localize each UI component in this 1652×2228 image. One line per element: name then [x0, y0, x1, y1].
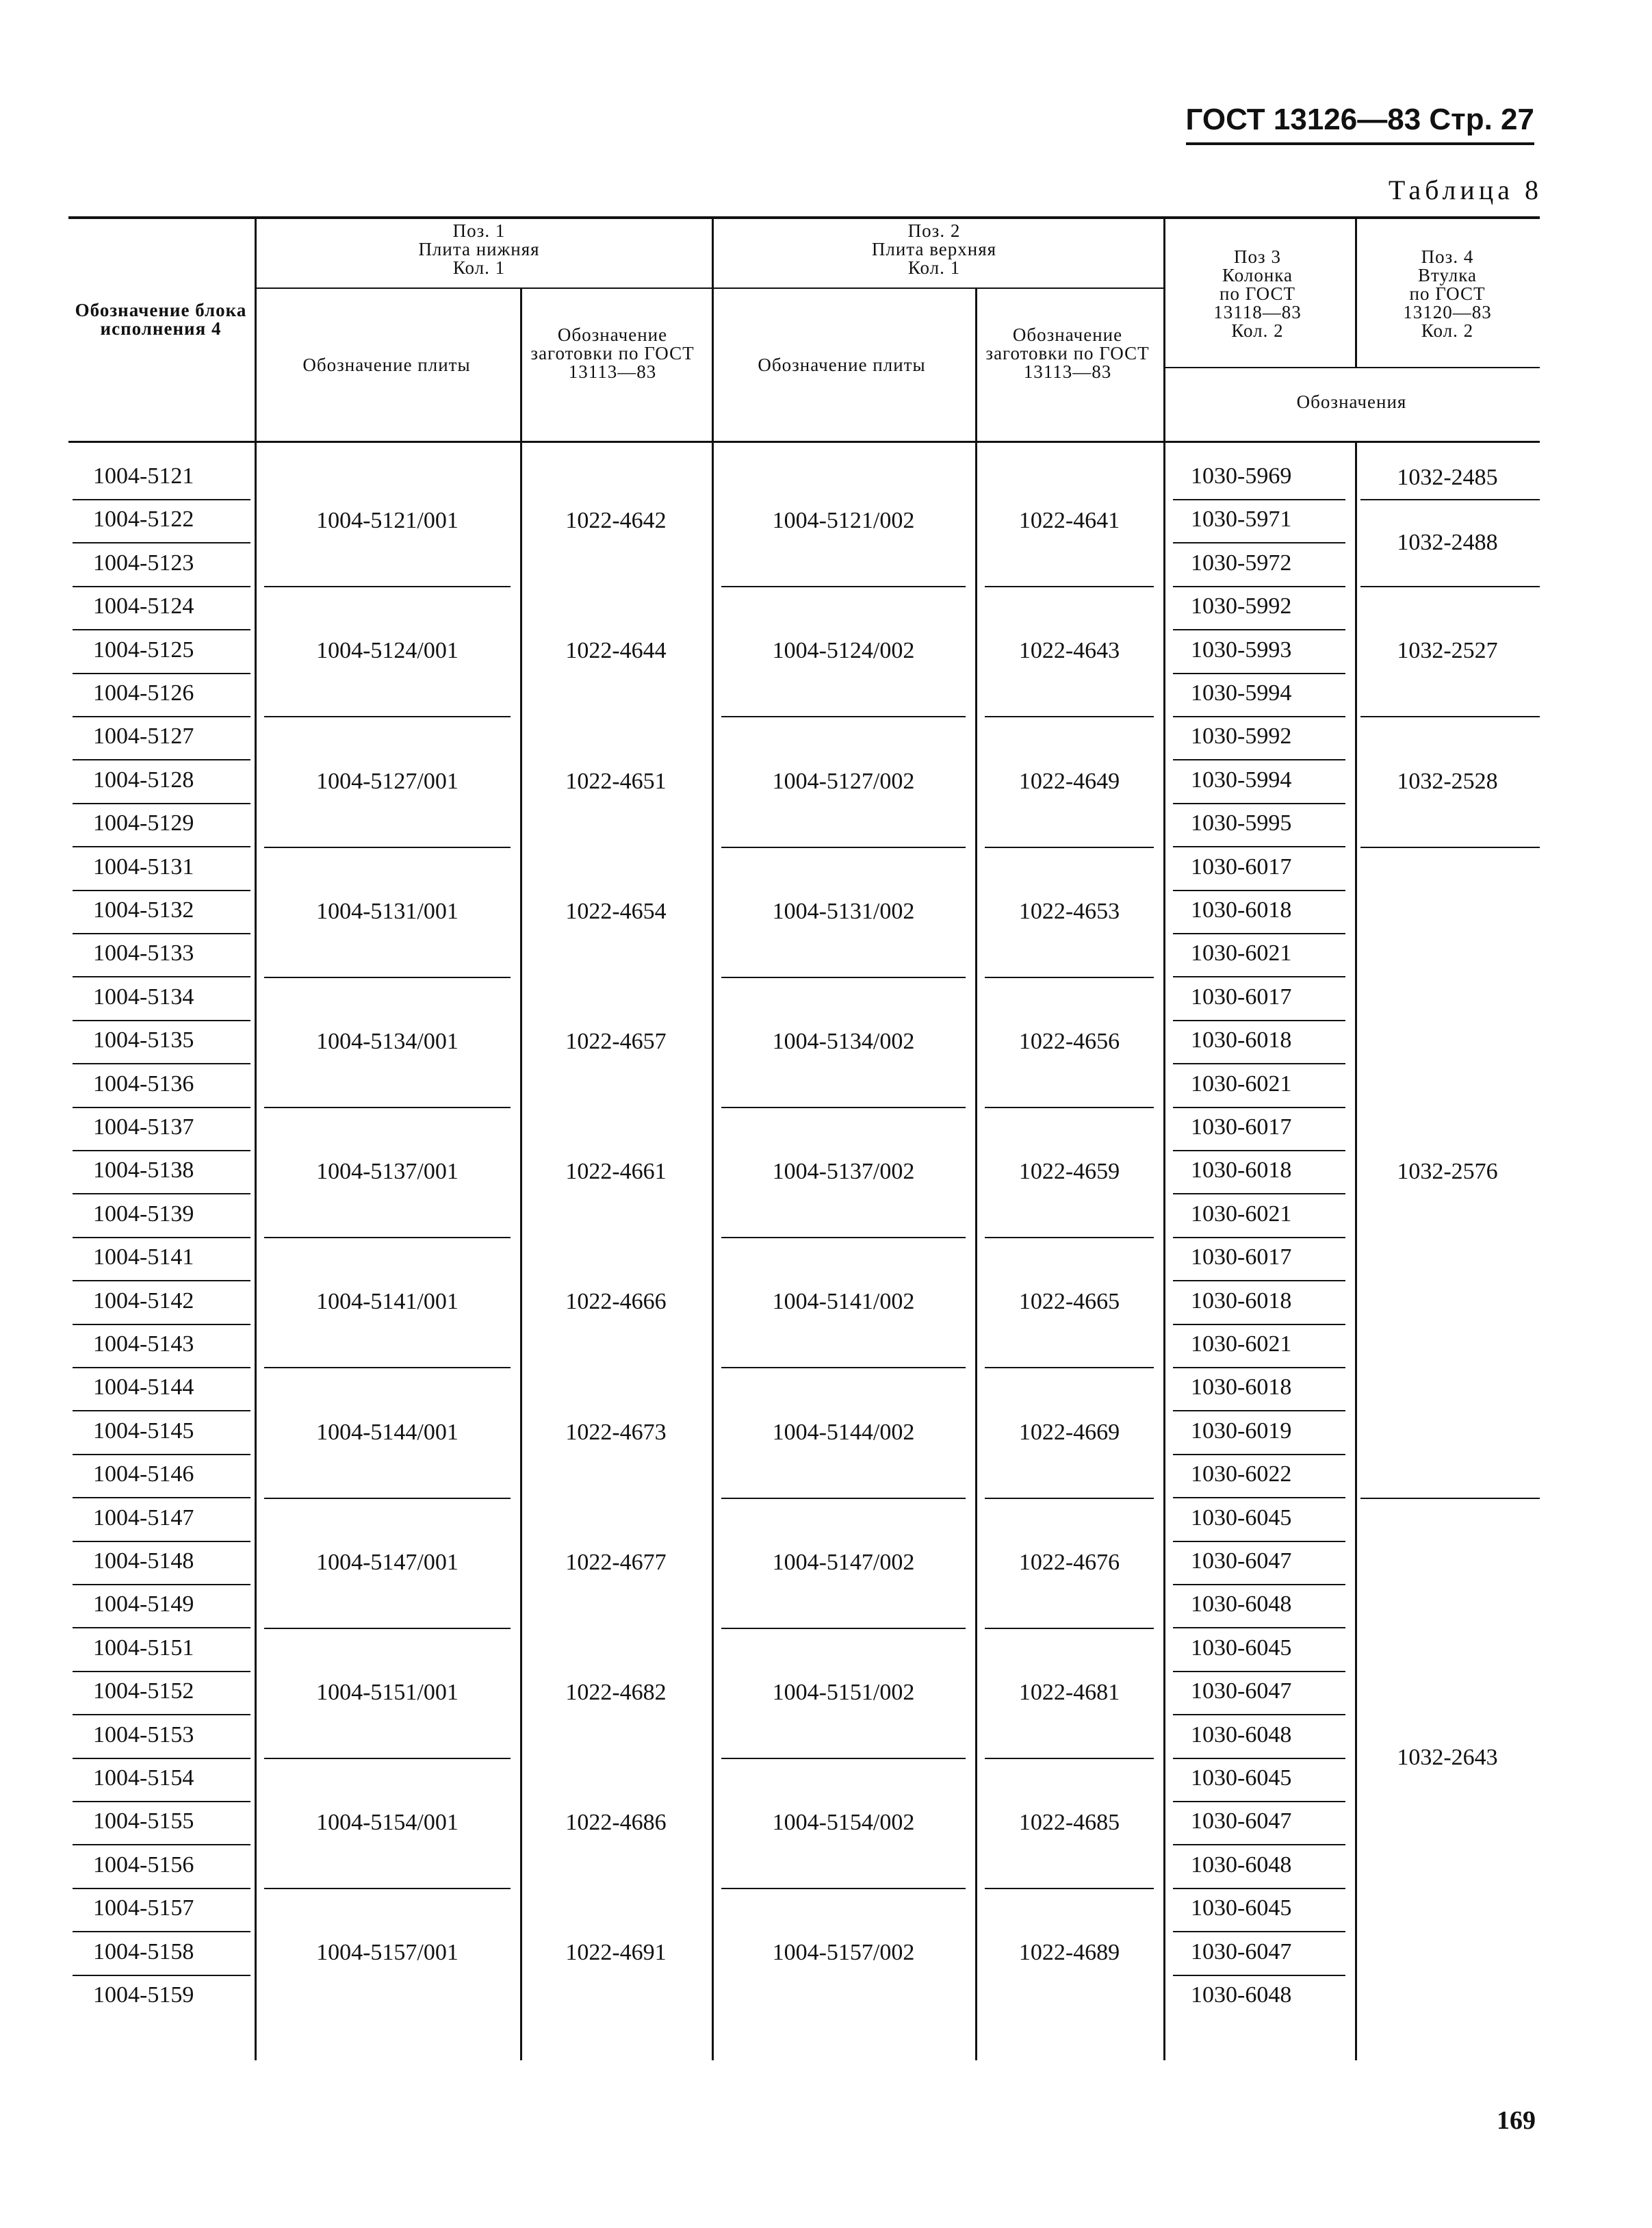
- group-rule: [721, 977, 966, 978]
- group-rule: [985, 1107, 1154, 1108]
- pos4-rule: [1360, 847, 1540, 848]
- row-rule: [73, 542, 250, 543]
- pos3-designation: 1030-6017: [1191, 1244, 1292, 1270]
- column-rule: [255, 216, 257, 2060]
- row-rule: [73, 1931, 250, 1932]
- block-designation: 1004-5157: [93, 1895, 194, 1921]
- block-designation: 1004-5149: [93, 1591, 194, 1617]
- group-rule: [985, 716, 1154, 717]
- block-designation: 1004-5126: [93, 680, 194, 706]
- row-rule: [73, 1280, 250, 1281]
- pos1-blank-designation: 1022-4686: [565, 1810, 667, 1835]
- group-rule: [985, 1237, 1154, 1238]
- row-rule: [73, 1975, 250, 1976]
- row-rule: [1173, 803, 1345, 804]
- pos1-blank-designation: 1022-4682: [565, 1680, 667, 1705]
- block-designation: 1004-5156: [93, 1852, 194, 1878]
- pos1-plate-designation: 1004-5151/001: [316, 1680, 459, 1705]
- pos3-designation: 1030-5994: [1191, 767, 1292, 793]
- pos4-rule: [1360, 499, 1540, 500]
- pos1-plate-designation: 1004-5131/001: [316, 899, 459, 924]
- group-rule: [264, 1237, 511, 1238]
- pos4-rule: [1360, 1498, 1540, 1499]
- block-designation: 1004-5123: [93, 550, 194, 576]
- pos4-designation: 1032-2485: [1397, 465, 1498, 490]
- group-rule: [264, 1628, 511, 1629]
- block-designation: 1004-5133: [93, 940, 194, 966]
- pos2-plate-designation: 1004-5157/002: [772, 1940, 915, 1965]
- block-designation: 1004-5137: [93, 1114, 194, 1140]
- group-rule: [721, 1628, 966, 1629]
- group-rule: [264, 1367, 511, 1368]
- header-designations: Обозначения: [1296, 392, 1407, 412]
- block-designation: 1004-5148: [93, 1548, 194, 1574]
- pos1-blank-designation: 1022-4654: [565, 899, 667, 924]
- table-label: Таблица 8: [1388, 175, 1543, 205]
- row-rule: [1173, 1237, 1345, 1238]
- block-designation: 1004-5152: [93, 1678, 194, 1704]
- pos3-designation: 1030-6017: [1191, 854, 1292, 880]
- row-rule: [1173, 586, 1345, 587]
- pos1-plate-designation: 1004-5134/001: [316, 1029, 459, 1054]
- block-designation: 1004-5143: [93, 1331, 194, 1357]
- header-pos2: Поз. 2 Плита верхняя Кол. 1: [871, 220, 997, 278]
- row-rule: [73, 1714, 250, 1715]
- pos3-designation: 1030-6048: [1191, 1591, 1292, 1617]
- pos3-designation: 1030-6019: [1191, 1418, 1292, 1444]
- row-rule: [73, 629, 250, 630]
- pos1-plate-designation: 1004-5137/001: [316, 1159, 459, 1184]
- pos3-designation: 1030-6017: [1191, 984, 1292, 1010]
- row-rule: [73, 976, 250, 977]
- pos3-designation: 1030-5993: [1191, 637, 1292, 663]
- column-rule: [712, 216, 714, 2060]
- row-rule: [73, 1193, 250, 1194]
- pos1-plate-designation: 1004-5154/001: [316, 1810, 459, 1835]
- pos4-rule: [1360, 716, 1540, 717]
- pos3-designation: 1030-6047: [1191, 1939, 1292, 1964]
- row-rule: [73, 716, 250, 717]
- pos1-blank-designation: 1022-4644: [565, 638, 667, 663]
- pos1-plate-designation: 1004-5127/001: [316, 769, 459, 794]
- pos3-designation: 1030-6021: [1191, 940, 1292, 966]
- pos3-designation: 1030-6045: [1191, 1635, 1292, 1661]
- row-rule: [73, 933, 250, 934]
- block-designation: 1004-5121: [93, 463, 194, 489]
- row-rule: [73, 1324, 250, 1325]
- pos3-designation: 1030-6021: [1191, 1201, 1292, 1227]
- block-designation: 1004-5136: [93, 1071, 194, 1097]
- group-rule: [721, 1237, 966, 1238]
- column-rule: [1355, 216, 1357, 367]
- block-designation: 1004-5139: [93, 1201, 194, 1227]
- pos2-blank-designation: 1022-4649: [1018, 769, 1120, 794]
- pos1-plate-designation: 1004-5141/001: [316, 1289, 459, 1314]
- pos3-designation: 1030-6047: [1191, 1678, 1292, 1704]
- row-rule: [1173, 1714, 1345, 1715]
- row-rule: [73, 1801, 250, 1802]
- row-rule: [73, 499, 250, 500]
- header-block-designation: Обозначение блока исполнения 4: [75, 300, 247, 339]
- pos1-blank-designation: 1022-4661: [565, 1159, 667, 1184]
- row-rule: [1173, 499, 1345, 500]
- row-rule: [1173, 1931, 1345, 1932]
- row-rule: [1173, 542, 1345, 543]
- pos1-plate-designation: 1004-5124/001: [316, 638, 459, 663]
- pos4-designation: 1032-2488: [1397, 530, 1498, 555]
- block-designation: 1004-5142: [93, 1288, 194, 1314]
- pos3-designation: 1030-6021: [1191, 1071, 1292, 1097]
- group-rule: [721, 1888, 966, 1889]
- row-rule: [73, 1844, 250, 1845]
- pos2-plate-designation: 1004-5137/002: [772, 1159, 915, 1184]
- pos2-blank-designation: 1022-4656: [1018, 1029, 1120, 1054]
- header-bottom-rule: [68, 441, 1540, 443]
- pos3-designation: 1030-5992: [1191, 724, 1292, 749]
- block-designation: 1004-5158: [93, 1939, 194, 1964]
- row-rule: [1173, 759, 1345, 760]
- row-rule: [73, 1150, 250, 1151]
- row-rule: [73, 1497, 250, 1498]
- row-rule: [1173, 1410, 1345, 1411]
- pos2-blank-designation: 1022-4659: [1018, 1159, 1120, 1184]
- row-rule: [1173, 1107, 1345, 1108]
- row-rule: [73, 586, 250, 587]
- block-designation: 1004-5155: [93, 1808, 194, 1834]
- page-header: ГОСТ 13126—83 Стр. 27: [1186, 103, 1534, 145]
- pos3-designation: 1030-6047: [1191, 1548, 1292, 1574]
- pos3-designation: 1030-6021: [1191, 1331, 1292, 1357]
- row-rule: [1173, 1367, 1345, 1368]
- pos2-blank-designation: 1022-4669: [1018, 1420, 1120, 1445]
- block-designation: 1004-5132: [93, 897, 194, 923]
- block-designation: 1004-5146: [93, 1461, 194, 1487]
- row-rule: [73, 890, 250, 891]
- pos1-plate-designation: 1004-5121/001: [316, 508, 459, 533]
- pos2-plate-designation: 1004-5151/002: [772, 1680, 915, 1705]
- group-rule: [721, 586, 966, 587]
- block-designation: 1004-5145: [93, 1418, 194, 1444]
- group-rule: [985, 586, 1154, 587]
- row-rule: [1173, 716, 1345, 717]
- pos1-plate-designation: 1004-5157/001: [316, 1940, 459, 1965]
- header-mid-rule: [255, 287, 1163, 289]
- block-designation: 1004-5127: [93, 724, 194, 749]
- row-rule: [1173, 1497, 1345, 1498]
- row-rule: [73, 1888, 250, 1889]
- group-rule: [264, 1758, 511, 1759]
- pos3-designation: 1030-6022: [1191, 1461, 1292, 1487]
- pos3-designation: 1030-6018: [1191, 1374, 1292, 1400]
- pos1-plate-designation: 1004-5147/001: [316, 1550, 459, 1575]
- group-rule: [264, 1498, 511, 1499]
- pos4-designation: 1032-2643: [1397, 1745, 1498, 1770]
- pos1-plate-designation: 1004-5144/001: [316, 1420, 459, 1445]
- group-rule: [721, 847, 966, 848]
- row-rule: [73, 1063, 250, 1064]
- pos3-designation: 1030-6018: [1191, 1157, 1292, 1183]
- header-pos2-plate: Обозначение плиты: [758, 355, 926, 375]
- group-rule: [721, 1367, 966, 1368]
- row-rule: [1173, 1193, 1345, 1194]
- pos1-blank-designation: 1022-4651: [565, 769, 667, 794]
- pos4-designation: 1032-2576: [1397, 1159, 1498, 1184]
- row-rule: [1173, 1063, 1345, 1064]
- pos2-blank-designation: 1022-4685: [1018, 1810, 1120, 1835]
- pos3-designation: 1030-6045: [1191, 1765, 1292, 1791]
- row-rule: [73, 1541, 250, 1542]
- pos2-blank-designation: 1022-4665: [1018, 1289, 1120, 1314]
- row-rule: [1173, 846, 1345, 847]
- pos3-designation: 1030-5992: [1191, 593, 1292, 619]
- pos3-designation: 1030-6047: [1191, 1808, 1292, 1834]
- pos1-blank-designation: 1022-4666: [565, 1289, 667, 1314]
- group-rule: [721, 716, 966, 717]
- row-rule: [73, 1671, 250, 1672]
- pos3-designation: 1030-6018: [1191, 897, 1292, 923]
- pos3-designation: 1030-5969: [1191, 463, 1292, 489]
- block-designation: 1004-5154: [93, 1765, 194, 1791]
- pos3-designation: 1030-6018: [1191, 1288, 1292, 1314]
- pos1-blank-designation: 1022-4677: [565, 1550, 667, 1575]
- pos3-designation: 1030-6045: [1191, 1505, 1292, 1531]
- pos2-blank-designation: 1022-4681: [1018, 1680, 1120, 1705]
- pos2-plate-designation: 1004-5121/002: [772, 508, 915, 533]
- row-rule: [73, 1237, 250, 1238]
- header-pos1: Поз. 1 Плита нижняя Кол. 1: [418, 220, 540, 278]
- pos1-blank-designation: 1022-4673: [565, 1420, 667, 1445]
- row-rule: [73, 1410, 250, 1411]
- pos3-designation: 1030-5971: [1191, 507, 1292, 532]
- row-rule: [1173, 976, 1345, 977]
- block-designation: 1004-5159: [93, 1982, 194, 2008]
- pos2-plate-designation: 1004-5127/002: [772, 769, 915, 794]
- pos2-plate-designation: 1004-5141/002: [772, 1289, 915, 1314]
- group-rule: [721, 1498, 966, 1499]
- block-designation: 1004-5135: [93, 1027, 194, 1053]
- group-rule: [985, 1628, 1154, 1629]
- header-pos4: Поз. 4 Втулка по ГОСТ 13120—83 Кол. 2: [1403, 246, 1492, 341]
- block-designation: 1004-5131: [93, 854, 194, 880]
- pos2-blank-designation: 1022-4676: [1018, 1550, 1120, 1575]
- pos2-plate-designation: 1004-5134/002: [772, 1029, 915, 1054]
- pos2-blank-designation: 1022-4689: [1018, 1940, 1120, 1965]
- row-rule: [73, 1584, 250, 1585]
- block-designation: 1004-5122: [93, 507, 194, 532]
- row-rule: [1173, 1541, 1345, 1542]
- row-rule: [73, 1454, 250, 1455]
- pos2-blank-designation: 1022-4643: [1018, 638, 1120, 663]
- row-rule: [1173, 1020, 1345, 1021]
- pos1-blank-designation: 1022-4691: [565, 1940, 667, 1965]
- pos1-blank-designation: 1022-4642: [565, 508, 667, 533]
- row-rule: [1173, 1844, 1345, 1845]
- group-rule: [264, 1888, 511, 1889]
- pos3-designation: 1030-5972: [1191, 550, 1292, 576]
- column-rule: [1355, 441, 1357, 2060]
- row-rule: [73, 803, 250, 804]
- pos3-designation: 1030-6018: [1191, 1027, 1292, 1053]
- page-number: 169: [1497, 2106, 1536, 2135]
- pos4-designation: 1032-2527: [1397, 638, 1498, 663]
- pos2-plate-designation: 1004-5154/002: [772, 1810, 915, 1835]
- block-designation: 1004-5153: [93, 1722, 194, 1747]
- row-rule: [1173, 1150, 1345, 1151]
- pos3-designation: 1030-6048: [1191, 1852, 1292, 1878]
- header-pos2-blank: Обозначение заготовки по ГОСТ 13113—83: [985, 324, 1150, 382]
- row-rule: [73, 1367, 250, 1368]
- block-designation: 1004-5125: [93, 637, 194, 663]
- pos3-designation: 1030-6017: [1191, 1114, 1292, 1140]
- row-rule: [1173, 1324, 1345, 1325]
- pos3-designation: 1030-6048: [1191, 1722, 1292, 1747]
- row-rule: [1173, 1584, 1345, 1585]
- pos2-plate-designation: 1004-5144/002: [772, 1420, 915, 1445]
- row-rule: [1173, 1801, 1345, 1802]
- row-rule: [1173, 890, 1345, 891]
- block-designation: 1004-5129: [93, 810, 194, 836]
- row-rule: [73, 1758, 250, 1759]
- row-rule: [73, 1107, 250, 1108]
- pos2-plate-designation: 1004-5131/002: [772, 899, 915, 924]
- row-rule: [73, 673, 250, 674]
- block-designation: 1004-5147: [93, 1505, 194, 1531]
- row-rule: [1173, 1627, 1345, 1628]
- block-designation: 1004-5144: [93, 1374, 194, 1400]
- column-rule: [1163, 216, 1165, 2060]
- group-rule: [985, 1498, 1154, 1499]
- header-top-rule: [68, 216, 1540, 219]
- row-rule: [1173, 629, 1345, 630]
- header-pos1-blank: Обозначение заготовки по ГОСТ 13113—83: [530, 324, 695, 382]
- pos2-plate-designation: 1004-5124/002: [772, 638, 915, 663]
- pos3-designation: 1030-6045: [1191, 1895, 1292, 1921]
- pos2-blank-designation: 1022-4641: [1018, 508, 1120, 533]
- row-rule: [1173, 1671, 1345, 1672]
- pos4-designation: 1032-2528: [1397, 769, 1498, 794]
- group-rule: [985, 847, 1154, 848]
- header-pos1-plate: Обозначение плиты: [302, 355, 471, 375]
- block-designation: 1004-5151: [93, 1635, 194, 1661]
- pos2-blank-designation: 1022-4653: [1018, 899, 1120, 924]
- pos3-designation: 1030-5994: [1191, 680, 1292, 706]
- group-rule: [985, 977, 1154, 978]
- group-rule: [264, 977, 511, 978]
- row-rule: [1173, 1975, 1345, 1976]
- pos4-rule: [1360, 586, 1540, 587]
- group-rule: [721, 1758, 966, 1759]
- block-designation: 1004-5138: [93, 1157, 194, 1183]
- group-rule: [985, 1888, 1154, 1889]
- row-rule: [1173, 1454, 1345, 1455]
- pos1-blank-designation: 1022-4657: [565, 1029, 667, 1054]
- row-rule: [73, 1627, 250, 1628]
- block-designation: 1004-5124: [93, 593, 194, 619]
- row-rule: [73, 846, 250, 847]
- pos3-designation: 1030-6048: [1191, 1982, 1292, 2008]
- column-rule: [520, 287, 522, 2060]
- group-rule: [985, 1758, 1154, 1759]
- block-designation: 1004-5134: [93, 984, 194, 1010]
- row-rule: [1173, 1888, 1345, 1889]
- block-designation: 1004-5128: [93, 767, 194, 793]
- group-rule: [264, 716, 511, 717]
- row-rule: [1173, 673, 1345, 674]
- row-rule: [1173, 1280, 1345, 1281]
- group-rule: [264, 847, 511, 848]
- row-rule: [1173, 1758, 1345, 1759]
- row-rule: [73, 759, 250, 760]
- pos2-plate-designation: 1004-5147/002: [772, 1550, 915, 1575]
- header-designations-rule: [1163, 367, 1540, 368]
- group-rule: [721, 1107, 966, 1108]
- block-designation: 1004-5141: [93, 1244, 194, 1270]
- group-rule: [985, 1367, 1154, 1368]
- pos3-designation: 1030-5995: [1191, 810, 1292, 836]
- column-rule: [975, 287, 977, 2060]
- group-rule: [264, 1107, 511, 1108]
- row-rule: [73, 1020, 250, 1021]
- row-rule: [1173, 933, 1345, 934]
- header-pos3: Поз 3 Колонка по ГОСТ 13118—83 Кол. 2: [1213, 246, 1302, 341]
- group-rule: [264, 586, 511, 587]
